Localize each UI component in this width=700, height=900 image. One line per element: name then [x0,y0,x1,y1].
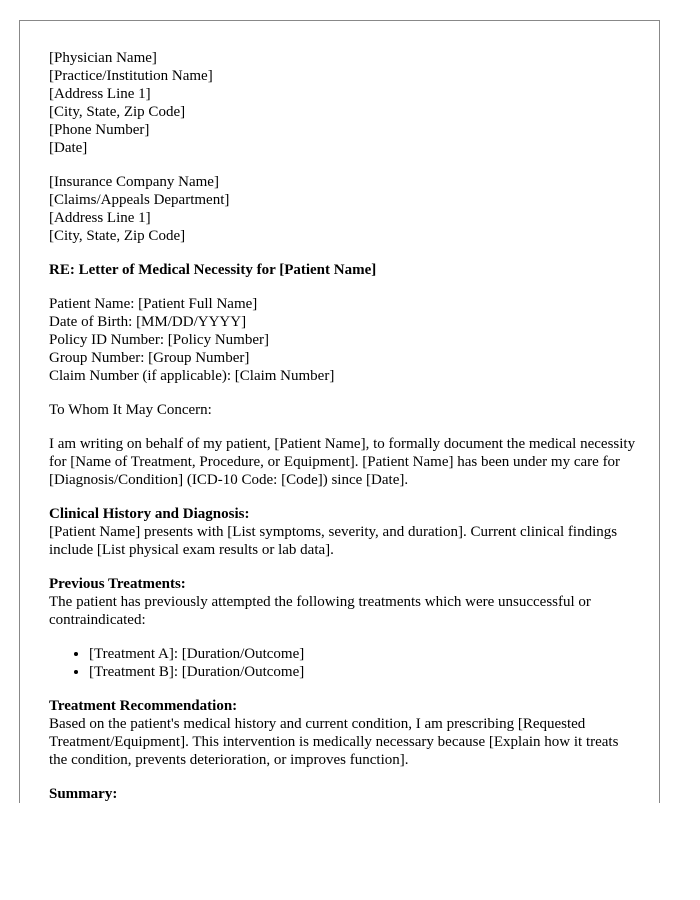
letter-date: [Date] [49,140,88,156]
physician-name: [Physician Name] [49,50,157,66]
claim-number: Claim Number (if applicable): [Claim Number] [49,368,335,384]
practice-name: [Practice/Institution Name] [49,68,213,84]
previous-treatments-text: The patient has previously attempted the following treatments which were unsuccessful or contraindicated: [49,594,591,628]
previous-treatments-heading: Previous Treatments: [49,576,186,592]
group-number: Group Number: [Group Number] [49,350,250,366]
re-subject-line: RE: Letter of Medical Necessity for [Patient Name] [49,262,377,278]
recipient-address-line-1: [Address Line 1] [49,210,151,226]
summary-section [49,785,639,803]
patient-info-block [49,295,639,385]
insurance-company-name: [Insurance Company Name] [49,174,219,190]
recipient-city-state-zip: [City, State, Zip Code] [49,228,186,244]
patient-name: Patient Name: [Patient Full Name] [49,296,258,312]
recommendation-heading: Treatment Recommendation: [49,698,238,714]
claims-department: [Claims/Appeals Department] [49,192,230,208]
sender-address-block [49,49,639,157]
letter-page [19,20,660,803]
treatments-list [49,645,639,681]
intro-paragraph: I am writing on behalf of my patient, [Patient Name], to formally document the medical necessity for [Name of Treatment, Procedure, or Equipment]. [Patient Name] has been under my care for [Diagnosis/Condition] (ICD-10 Code: [Code]) since [Date]. [49,436,636,488]
recommendation-text: Based on the patient's medical history and current condition, I am prescribing [Requested Treatment/Equipment]. This intervention is medically necessary because [Explain how it treats the condition, prevents deterioration, or improves function]. [49,716,619,768]
patient-dob: Date of Birth: [MM/DD/YYYY] [49,314,247,330]
phone-number: [Phone Number] [49,122,150,138]
summary-heading: Summary: [49,786,118,802]
clinical-history-text: [Patient Name] presents with [List symptoms, severity, and duration]. Current clinical findings include [List physical exam results or lab data]. [49,524,618,558]
list-item: • [Treatment B]: [Duration/Outcome] [89,663,639,681]
sender-city-state-zip: [City, State, Zip Code] [49,104,186,120]
clinical-history-section [49,505,639,559]
policy-id: Policy ID Number: [Policy Number] [49,332,269,348]
previous-treatments-section [49,575,639,681]
salutation: To Whom It May Concern: [49,402,212,418]
letter-content [49,49,639,803]
recipient-address-block [49,173,639,245]
recommendation-section [49,697,639,769]
list-item: • [Treatment A]: [Duration/Outcome] [89,645,639,663]
sender-address-line-1: [Address Line 1] [49,86,151,102]
clinical-history-heading: Clinical History and Diagnosis: [49,506,250,522]
